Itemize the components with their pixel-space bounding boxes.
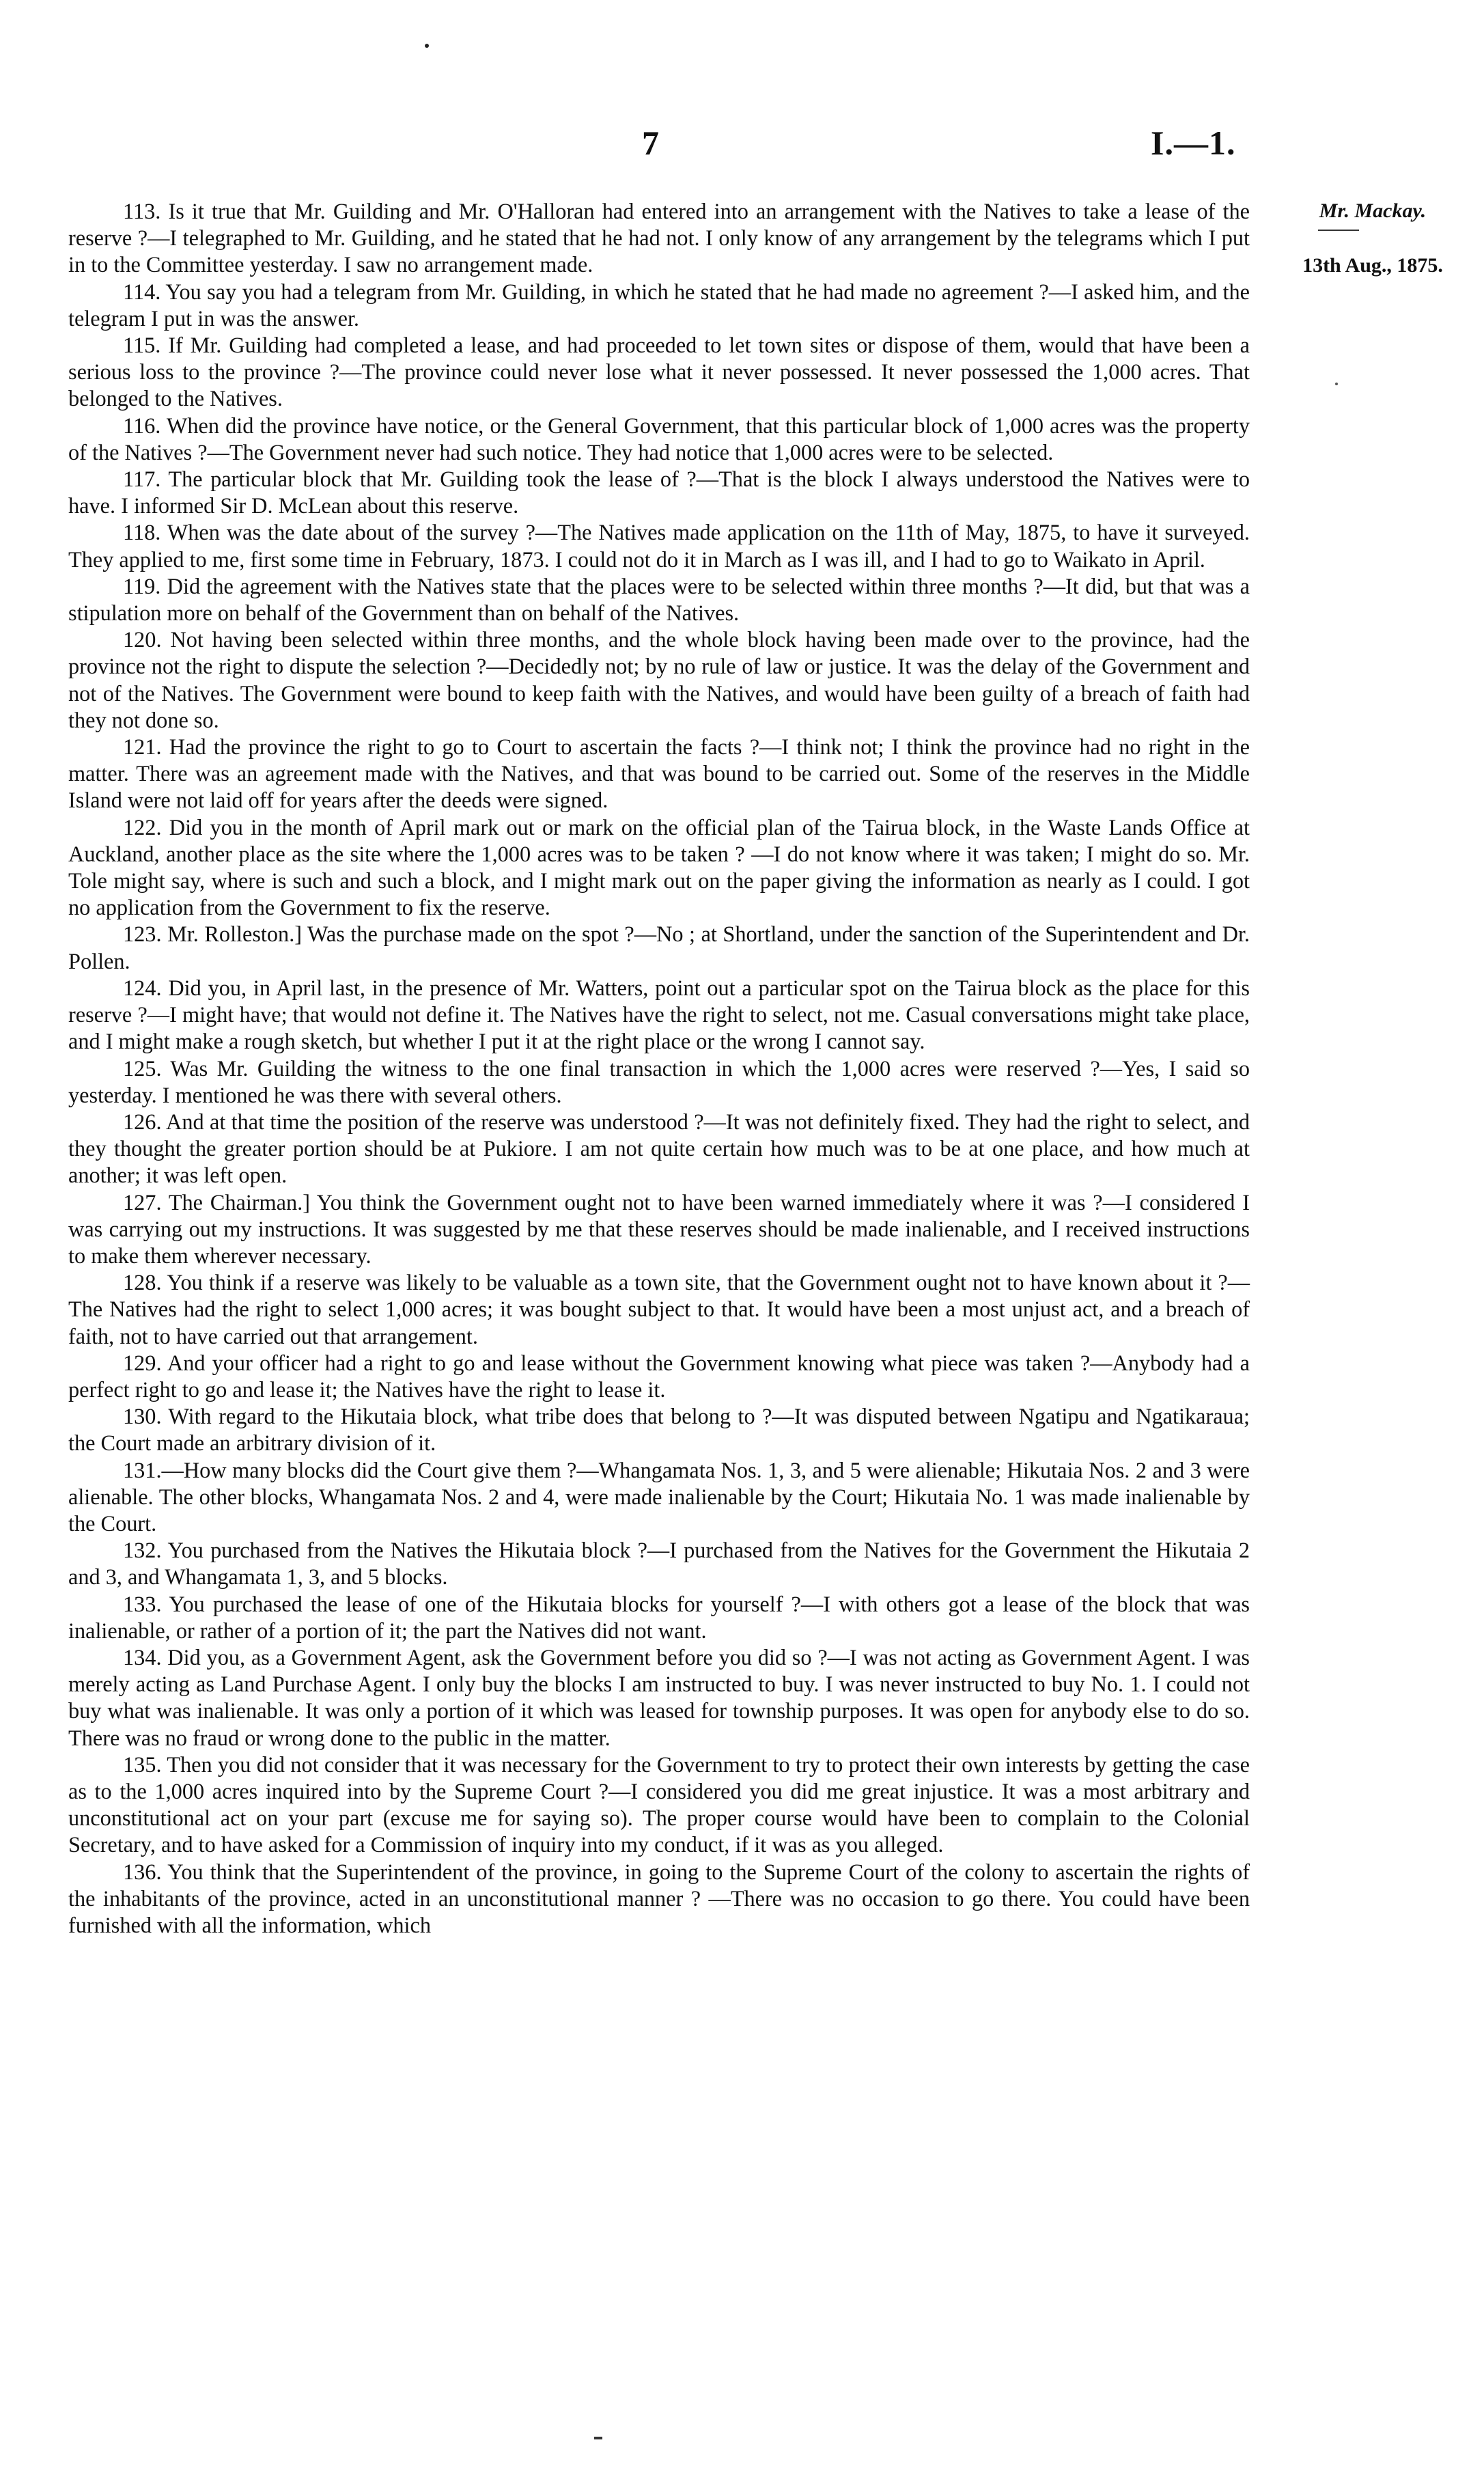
question-paragraph: 118. When was the date about of the survey ?—The Natives made application on the 11th of May, 1875, to have it surveyed. They applied to me, first some time in February, 1873. I could not do it in March as I was ill, and I had to go to Waikato in April. bbox=[68, 520, 1250, 572]
question-paragraph: 126. And at that time the position of the reserve was understood ?—It was not definitely fixed. They had the right to select, and they thought the greater portion should be at Pukiore. I am not quite certain how much was to be at one place, and how much at another; it was left open. bbox=[68, 1109, 1250, 1188]
question-paragraph: 117. The particular block that Mr. Guilding took the lease of ?—That is the block I always understood the Natives were to have. I informed Sir D. McLean about this reserve. bbox=[68, 467, 1250, 518]
question-paragraph: 135. Then you did not consider that it was necessary for the Government to try to protect their own interests by getting the case as to the 1,000 acres inquired into by the Supreme Court ?—I considered you did me great injustice. It was a most arbitrary and unconstitutional act on your part (excuse me for saying so). The proper course would have been to complain to the Colonial Secretary, and to have asked for a Commission of inquiry into my conduct, if it was as you alleged. bbox=[68, 1752, 1250, 1857]
margin-date: 13th Aug., 1875. bbox=[1302, 254, 1443, 277]
question-paragraph: 124. Did you, in April last, in the presence of Mr. Watters, point out a particular spot on the Tairua block as the place for this reserve ?—I might have; that would not define it. The Natives have the right to select, not me. Casual conversations might take place, and I might make a rough sketch, but whether I put it at the right place or the wrong I cannot say. bbox=[68, 975, 1250, 1054]
question-paragraph: 128. You think if a reserve was likely to be valuable as a town site, that the Government ought not to have known about it ?—The Natives had the right to select 1,000 acres; it was bought subject to that. It would have been a most unjust act, and a breach of faith, not to have carried out that arrangement. bbox=[68, 1270, 1250, 1348]
question-paragraph: 113. Is it true that Mr. Guilding and Mr. O'Halloran had entered into an arrangement with the Natives to take a lease of the reserve ?—I telegraphed to Mr. Guilding, and he stated that he had not. I only know of any arrangement by the telegrams which I put in to the Committee yesterday. I saw no arrangement made. bbox=[68, 199, 1250, 277]
question-paragraph: 120. Not having been selected within three months, and the whole block having been made over to the province, had the province not the right to dispute the selection ?—Decidedly not; by no rule of law or justice. It was the delay of the Government and not of the Natives. The Government were bound to keep faith with the Natives, and would have been guilty of a breach of faith had they not done so. bbox=[68, 627, 1250, 732]
question-paragraph: 121. Had the province the right to go to Court to ascertain the facts ?—I think not; I think the province had no right in the matter. There was an agreement made with the Natives, and that was bound to be carried out. Some of the reserves in the Middle Island were not laid off for years after the deeds were signed. bbox=[68, 734, 1250, 813]
question-paragraph: 115. If Mr. Guilding had completed a lease, and had proceeded to let town sites or dispose of them, would that have been a serious loss to the province ?—The province could never lose what it never possessed. It never possessed the 1,000 acres. That belonged to the Natives. bbox=[68, 333, 1250, 411]
question-paragraph: 123. Mr. Rolleston.] Was the purchase made on the spot ?—No ; at Shortland, under the sanction of the Superintendent and Dr. Pollen. bbox=[68, 922, 1250, 973]
question-paragraph: 125. Was Mr. Guilding the witness to the one final transaction in which the 1,000 acres were reserved ?—Yes, I said so yesterday. I mentioned he was there with several others. bbox=[68, 1055, 1250, 1107]
question-paragraph: 127. The Chairman.] You think the Government ought not to have been warned immediately where it was ?—I considered I was carrying out my instructions. It was suggested by me that these reserves should be made inalienable, and I received instructions to make them wherever necessary. bbox=[68, 1189, 1250, 1268]
question-paragraph: 122. Did you in the month of April mark out or mark on the official plan of the Tairua block, in the Waste Lands Office at Auckland, another place as the site where the 1,000 acres was to be taken ? —I do not know where it was taken; I might do so. Mr. Tole might say, where is such and such a block, and I might mark out on the paper giving the information as nearly as I could. I got no application from the Government to fix the reserve. bbox=[68, 814, 1250, 920]
question-paragraph: 119. Did the agreement with the Natives state that the places were to be selected within three months ?—It did, but that was a stipulation more on behalf of the Government than on behalf of the Natives. bbox=[68, 573, 1250, 626]
stray-mark bbox=[594, 2437, 602, 2439]
question-paragraph: 129. And your officer had a right to go and lease without the Government knowing what piece was taken ?—Anybody had a perfect right to go and lease it; the Natives have the right to lease it. bbox=[68, 1350, 1250, 1402]
question-paragraph: 116. When did the province have notice, or the General Government, that this particular block of 1,000 acres was the property of the Natives ?—The Government never had such notice. They had notice that 1,000 acres were to be selected. bbox=[68, 413, 1250, 465]
page-number: 7 bbox=[642, 124, 659, 162]
stray-mark bbox=[425, 44, 429, 48]
question-paragraph: 114. You say you had a telegram from Mr. Guilding, in which he stated that he had made no agreement ?—I asked him, and the telegram I put in was the answer. bbox=[68, 279, 1250, 331]
document-code: I.—1. bbox=[1151, 124, 1236, 162]
question-paragraph: 133. You purchased the lease of one of the Hikutaia blocks for yourself ?—I with others got a lease of the block that was inalienable, or rather of a portion of it; the part the Natives did not want. bbox=[68, 1591, 1250, 1643]
question-paragraph: 134. Did you, as a Government Agent, ask the Government before you did so ?—I was not acting as Government Agent. I was merely acting as Land Purchase Agent. I only buy the blocks I am instructed to buy. I was never instructed to buy No. 1. I could not buy what was inalienable. It was only a portion of it which was leased for township purposes. It was open for anybody else to do so. There was no fraud or wrong done to the public in the matter. bbox=[68, 1644, 1250, 1750]
question-paragraph: 130. With regard to the Hikutaia block, what tribe does that belong to ?—It was disputed between Ngatipu and Ngatikaraua; the Court made an arbitrary division of it. bbox=[68, 1404, 1250, 1456]
margin-rule bbox=[1318, 230, 1359, 231]
question-paragraph: 131.—How many blocks did the Court give them ?—Whangamata Nos. 1, 3, and 5 were alienable; Hikutaia Nos. 2 and 3 were alienable. The other blocks, Whangamata Nos. 2 and 4, were made inalienable by the Court; Hikutaia No. 1 was made inalienable by the Court. bbox=[68, 1457, 1250, 1536]
margin-speaker: Mr. Mackay. bbox=[1319, 199, 1427, 222]
question-paragraph: 136. You think that the Superintendent of the province, in going to the Supreme Court of the colony to ascertain the rights of the inhabitants of the province, acted in an unconstitutional manner ? —There was no occasion to go there. You could have been furnished with all the information, which bbox=[68, 1859, 1250, 1937]
question-paragraph: 132. You purchased from the Natives the Hikutaia block ?—I purchased from the Natives for the Government the Hikutaia 2 and 3, and Whangamata 1, 3, and 5 blocks. bbox=[68, 1538, 1250, 1590]
stray-mark bbox=[1335, 383, 1338, 385]
minutes-body bbox=[68, 198, 1250, 1939]
